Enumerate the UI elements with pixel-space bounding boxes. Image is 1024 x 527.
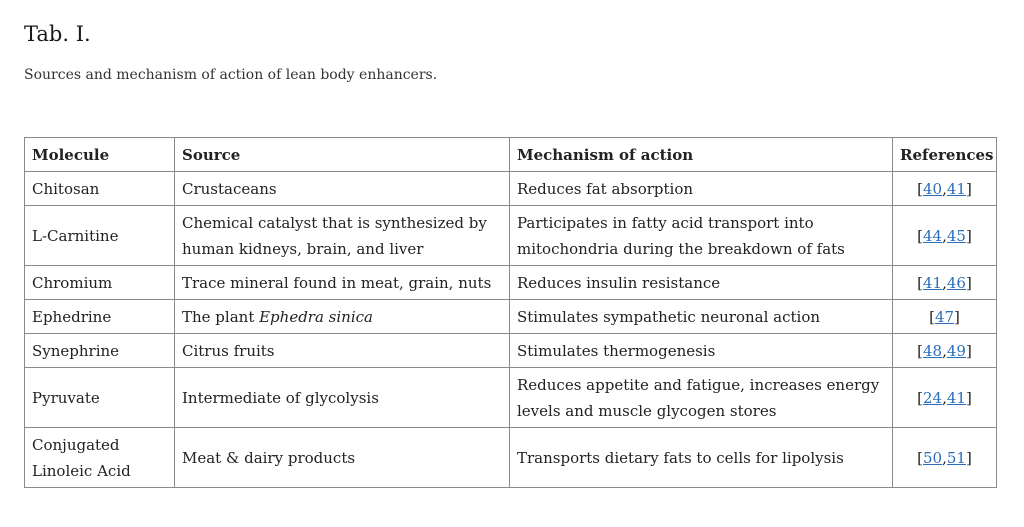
cell-source: Trace mineral found in meat, grain, nuts [175, 266, 510, 300]
cell-molecule: Conjugated Linoleic Acid [25, 428, 175, 488]
cell-molecule: Pyruvate [25, 368, 175, 428]
reference-link[interactable]: 41 [946, 388, 966, 407]
cell-source: Citrus fruits [175, 334, 510, 368]
reference-link[interactable]: 46 [946, 273, 966, 292]
cell-references: [41,46] [893, 266, 997, 300]
table-header-row [25, 138, 997, 172]
cell-molecule: Chitosan [25, 172, 175, 206]
cell-references: [44,45] [893, 206, 997, 266]
reference-link[interactable]: 47 [934, 307, 955, 326]
reference-link[interactable]: 51 [946, 448, 966, 467]
lean-body-enhancers-table [24, 137, 997, 488]
header-mechanism: Mechanism of action [510, 138, 893, 172]
reference-link[interactable]: 48 [923, 341, 943, 360]
cell-mechanism: Transports dietary fats to cells for lipolysis [510, 428, 893, 488]
cell-source: Meat & dairy products [175, 428, 510, 488]
cell-source: Crustaceans [175, 172, 510, 206]
cell-references: [47] [893, 300, 997, 334]
header-molecule: Molecule [25, 138, 175, 172]
cell-molecule: Ephedrine [25, 300, 175, 334]
cell-molecule: Chromium [25, 266, 175, 300]
cell-mechanism: Reduces fat absorption [510, 172, 893, 206]
cell-mechanism: Participates in fatty acid transport into mitochondria during the breakdown of fats [510, 206, 893, 266]
reference-link[interactable]: 50 [923, 448, 943, 467]
cell-mechanism: Stimulates sympathetic neuronal action [510, 300, 893, 334]
cell-source: Intermediate of glycolysis [175, 368, 510, 428]
table-row [25, 172, 997, 206]
table-row [25, 334, 997, 368]
table-row [25, 368, 997, 428]
cell-references: [50,51] [893, 428, 997, 488]
cell-source [175, 300, 510, 334]
cell-references: [24,41] [893, 368, 997, 428]
cell-references: [48,49] [893, 334, 997, 368]
reference-link[interactable]: 45 [946, 226, 966, 245]
header-references: References [893, 138, 997, 172]
reference-link[interactable]: 24 [923, 388, 943, 407]
table-row [25, 428, 997, 488]
table-caption-title: Tab. I. [24, 22, 91, 46]
table-row [25, 266, 997, 300]
table-row [25, 206, 997, 266]
reference-link[interactable]: 40 [923, 179, 943, 198]
table-row [25, 300, 997, 334]
cell-source: Chemical catalyst that is synthesized by human kidneys, brain, and liver [175, 206, 510, 266]
cell-mechanism: Reduces insulin resistance [510, 266, 893, 300]
cell-mechanism: Reduces appetite and fatigue, increases energy levels and muscle glycogen stores [510, 368, 893, 428]
reference-link[interactable]: 49 [946, 341, 966, 360]
species-name: Ephedra sinica [259, 307, 373, 326]
source-prefix: The plant [182, 307, 260, 326]
header-source: Source [175, 138, 510, 172]
cell-molecule: Synephrine [25, 334, 175, 368]
cell-molecule: L-Carnitine [25, 206, 175, 266]
reference-link[interactable]: 41 [946, 179, 966, 198]
table-caption-text: Sources and mechanism of action of lean body enhancers. [24, 67, 438, 83]
cell-references: [40,41] [893, 172, 997, 206]
reference-link[interactable]: 44 [923, 226, 943, 245]
cell-mechanism: Stimulates thermogenesis [510, 334, 893, 368]
reference-link[interactable]: 41 [923, 273, 943, 292]
